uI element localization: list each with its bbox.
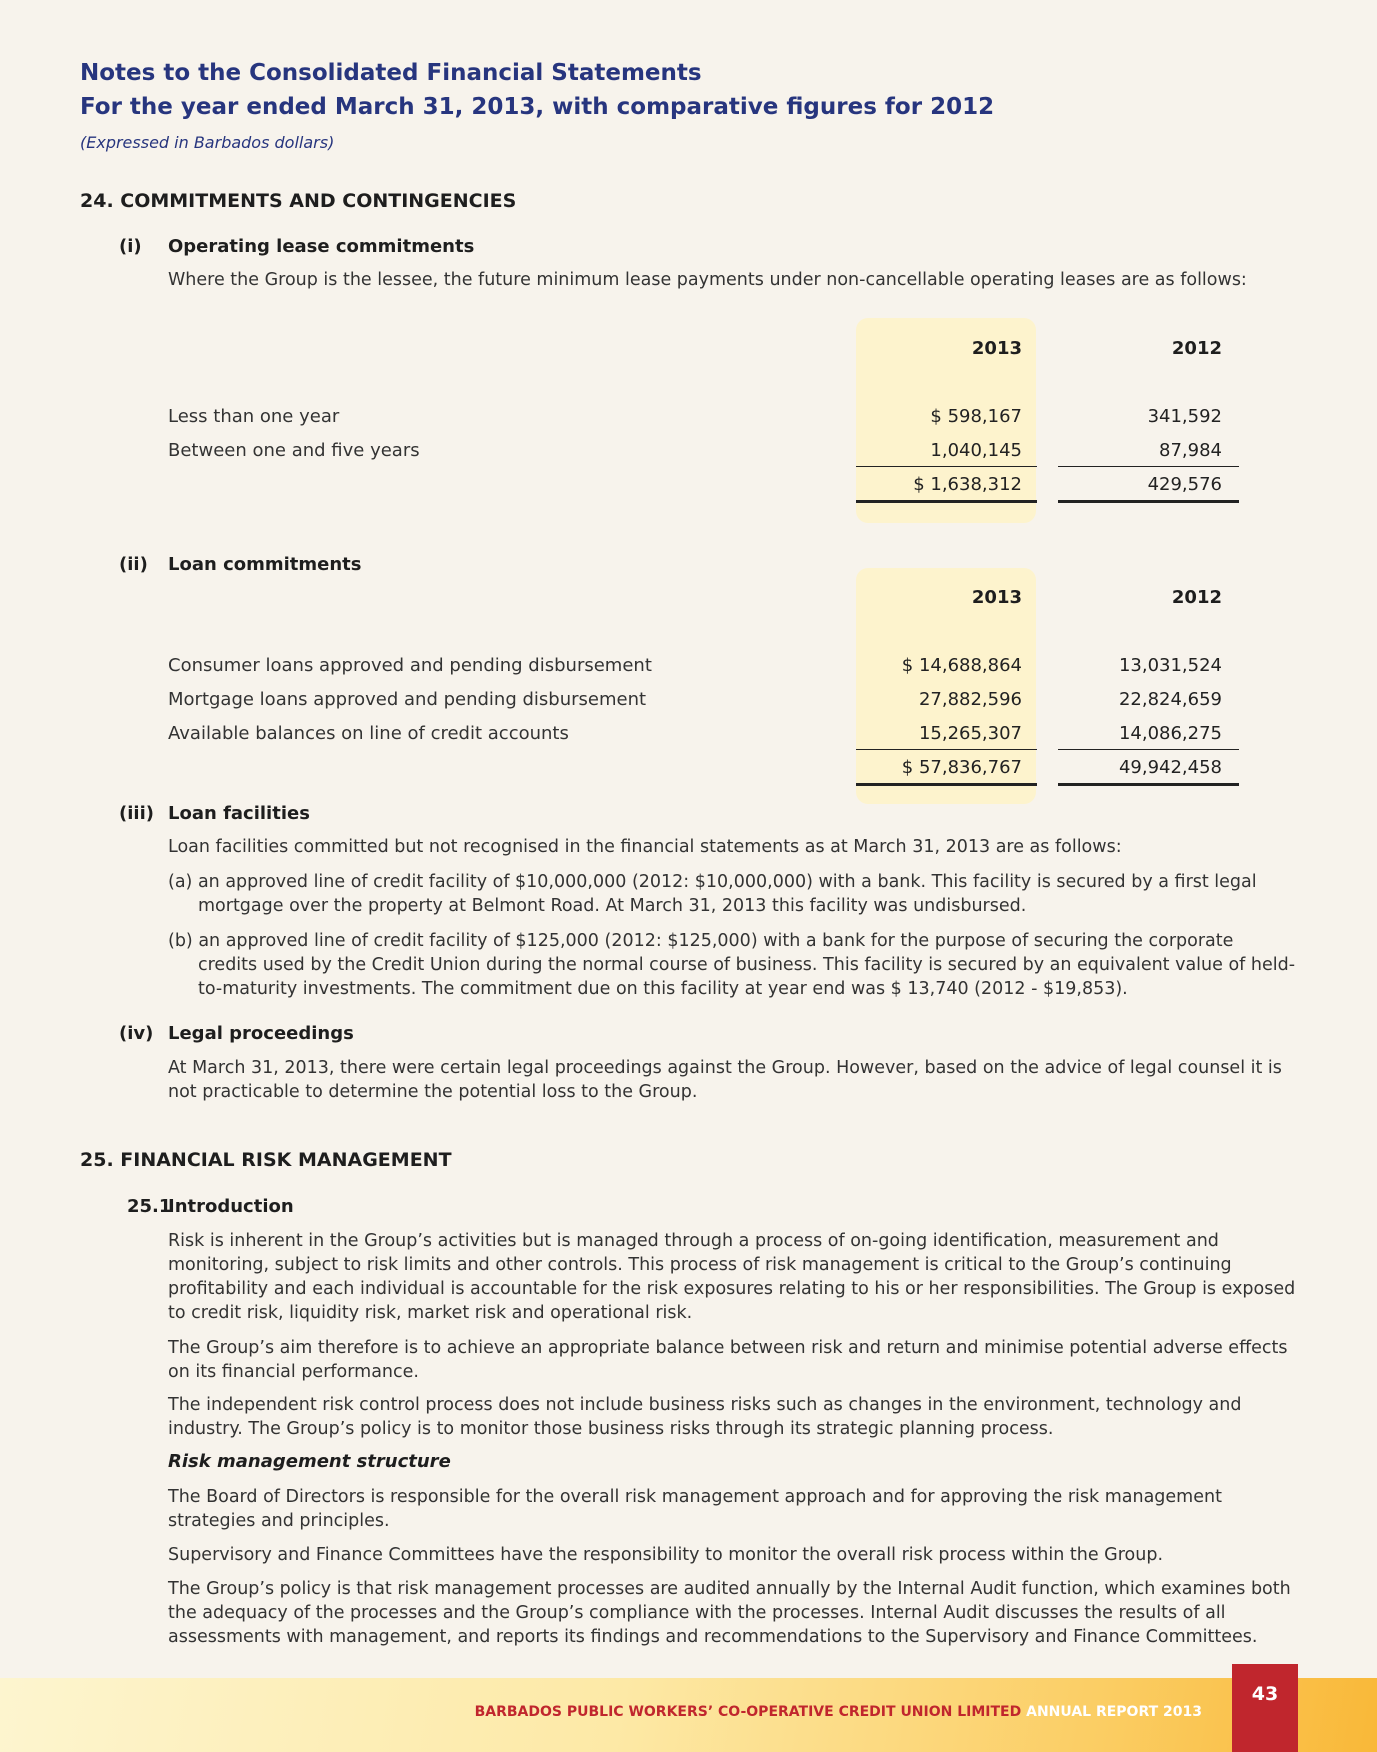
lease-subtotal-rule-current: [856, 466, 1037, 467]
loan-row-current: 27,882,596: [918, 689, 1022, 710]
lease-total-prior: 429,576: [1147, 474, 1222, 495]
legal-num: (iv): [119, 1023, 154, 1044]
facility-item-b: (b) an approved line of credit facility of $125,000 (2012: $125,000) with a bank for the purpose of securing the corporate credits used by the Credit Union during the normal course of business. This facility is secured by an equivalent value of held-to-maturity investments. The commitment due on this facility at year end was $ 13,740 (2012 - $19,853).: [168, 931, 1296, 999]
risk-paragraph: Supervisory and Finance Committees have the responsibility to monitor the overall risk process within the Group.: [168, 1545, 1164, 1565]
loan-row-label: Mortgage loans approved and pending disbursement: [168, 689, 647, 710]
section-24-title: 24. COMMITMENTS AND CONTINGENCIES: [80, 190, 517, 212]
loan-row-current: 15,265,307: [918, 723, 1022, 744]
loan-row-label: Available balances on line of credit accounts: [168, 723, 569, 744]
loan-num: (ii): [119, 554, 148, 575]
intro-title: Introduction: [168, 1196, 294, 1217]
lease-year-prior: 2012: [1171, 338, 1222, 359]
loan-row-prior: 22,824,659: [1118, 689, 1222, 710]
risk-structure-heading: Risk management structure: [168, 1451, 451, 1472]
section-25-title: 25. FINANCIAL RISK MANAGEMENT: [80, 1149, 452, 1171]
loan-subtotal-rule-prior: [1058, 749, 1239, 750]
lease-total-rule-prior: [1058, 500, 1239, 503]
lease-row-prior: 87,984: [1159, 440, 1222, 461]
loan-total-prior: 49,942,458: [1118, 757, 1222, 778]
risk-paragraph: The Group’s policy is that risk management processes are audited annually by the Internal Audit function, which examines both the adequacy of the processes and the Group’s compliance with the processes. Internal Audit discusses the results of all assessments with management, and reports its findings and recommendations to the Supervisory and Finance Committees.: [168, 1579, 1291, 1647]
intro-num: 25.1: [127, 1196, 172, 1217]
facilities-intro: Loan facilities committed but not recognised in the financial statements as at March 31, 2013 are as follows:: [168, 837, 1122, 857]
loan-total-current: $ 57,836,767: [901, 757, 1022, 778]
page-subtitle: For the year ended March 31, 2013, with comparative figures for 2012: [80, 94, 995, 120]
lease-num: (i): [119, 236, 142, 257]
facilities-title: Loan facilities: [168, 803, 310, 824]
loan-row-prior: 14,086,275: [1118, 723, 1222, 744]
risk-paragraph: The Group’s aim therefore is to achieve an appropriate balance between risk and return and minimise potential adverse effects on its financial performance.: [168, 1338, 1288, 1382]
lease-row-label: Less than one year: [168, 406, 340, 427]
currency-note: (Expressed in Barbados dollars): [80, 133, 335, 152]
risk-paragraph: The Board of Directors is responsible for the overall risk management approach and for approving the risk management strategies and principles.: [168, 1487, 1222, 1531]
lease-total-current: $ 1,638,312: [913, 474, 1022, 495]
footer-org: BARBADOS PUBLIC WORKERS’ CO-OPERATIVE CREDIT UNION LIMITED: [474, 1704, 1022, 1720]
loan-row-current: $ 14,688,864: [901, 655, 1022, 676]
loan-title: Loan commitments: [168, 554, 362, 575]
page-title: Notes to the Consolidated Financial Statements: [80, 60, 702, 86]
lease-row-current: $ 598,167: [930, 406, 1022, 427]
risk-paragraph: Risk is inherent in the Group’s activities but is managed through a process of on-going identification, measurement and monitoring, subject to risk limits and other controls. This process of risk management is critical to the Group’s continuing profitability and each individual is accountable for the risk exposures relating to his or her responsibilities. The Group is exposed to credit risk, liquidity risk, market risk and operational risk.: [168, 1231, 1296, 1323]
risk-paragraph: The independent risk control process does not include business risks such as changes in the environment, technology and industry. The Group’s policy is to monitor those business risks through its strategic planning process.: [168, 1395, 1242, 1439]
page-number: 43: [1232, 1664, 1298, 1752]
facility-item-a: (a) an approved line of credit facility of $10,000,000 (2012: $10,000,000) with a bank. This facility is secured by a first legal mortgage over the property at Belmont Road. At March 31, 2013 this facility was undisbursed.: [168, 872, 1257, 916]
loan-subtotal-rule-current: [856, 749, 1037, 750]
lease-subtotal-rule-prior: [1058, 466, 1239, 467]
lease-intro: Where the Group is the lessee, the future minimum lease payments under non-cancellable operating leases are as follows:: [168, 270, 1247, 290]
loan-total-rule-current: [856, 783, 1037, 786]
footer-text: [475, 1704, 1202, 1720]
facilities-num: (iii): [119, 803, 154, 824]
loan-total-rule-prior: [1058, 783, 1239, 786]
lease-row-label: Between one and five years: [168, 440, 420, 461]
loan-year-prior: 2012: [1171, 587, 1222, 608]
lease-year-current: 2013: [971, 338, 1022, 359]
legal-text: At March 31, 2013, there were certain legal proceedings against the Group. However, based on the advice of legal counsel it is not practicable to determine the potential loss to the Group.: [168, 1058, 1282, 1102]
lease-title: Operating lease commitments: [168, 236, 475, 257]
lease-total-rule-current: [856, 500, 1037, 503]
loan-row-label: Consumer loans approved and pending disbursement: [168, 655, 652, 676]
lease-row-current: 1,040,145: [930, 440, 1022, 461]
lease-row-prior: 341,592: [1147, 406, 1222, 427]
legal-title: Legal proceedings: [168, 1023, 354, 1044]
loan-row-prior: 13,031,524: [1118, 655, 1222, 676]
loan-year-current: 2013: [971, 587, 1022, 608]
footer-report: ANNUAL REPORT 2013: [1026, 1704, 1202, 1720]
